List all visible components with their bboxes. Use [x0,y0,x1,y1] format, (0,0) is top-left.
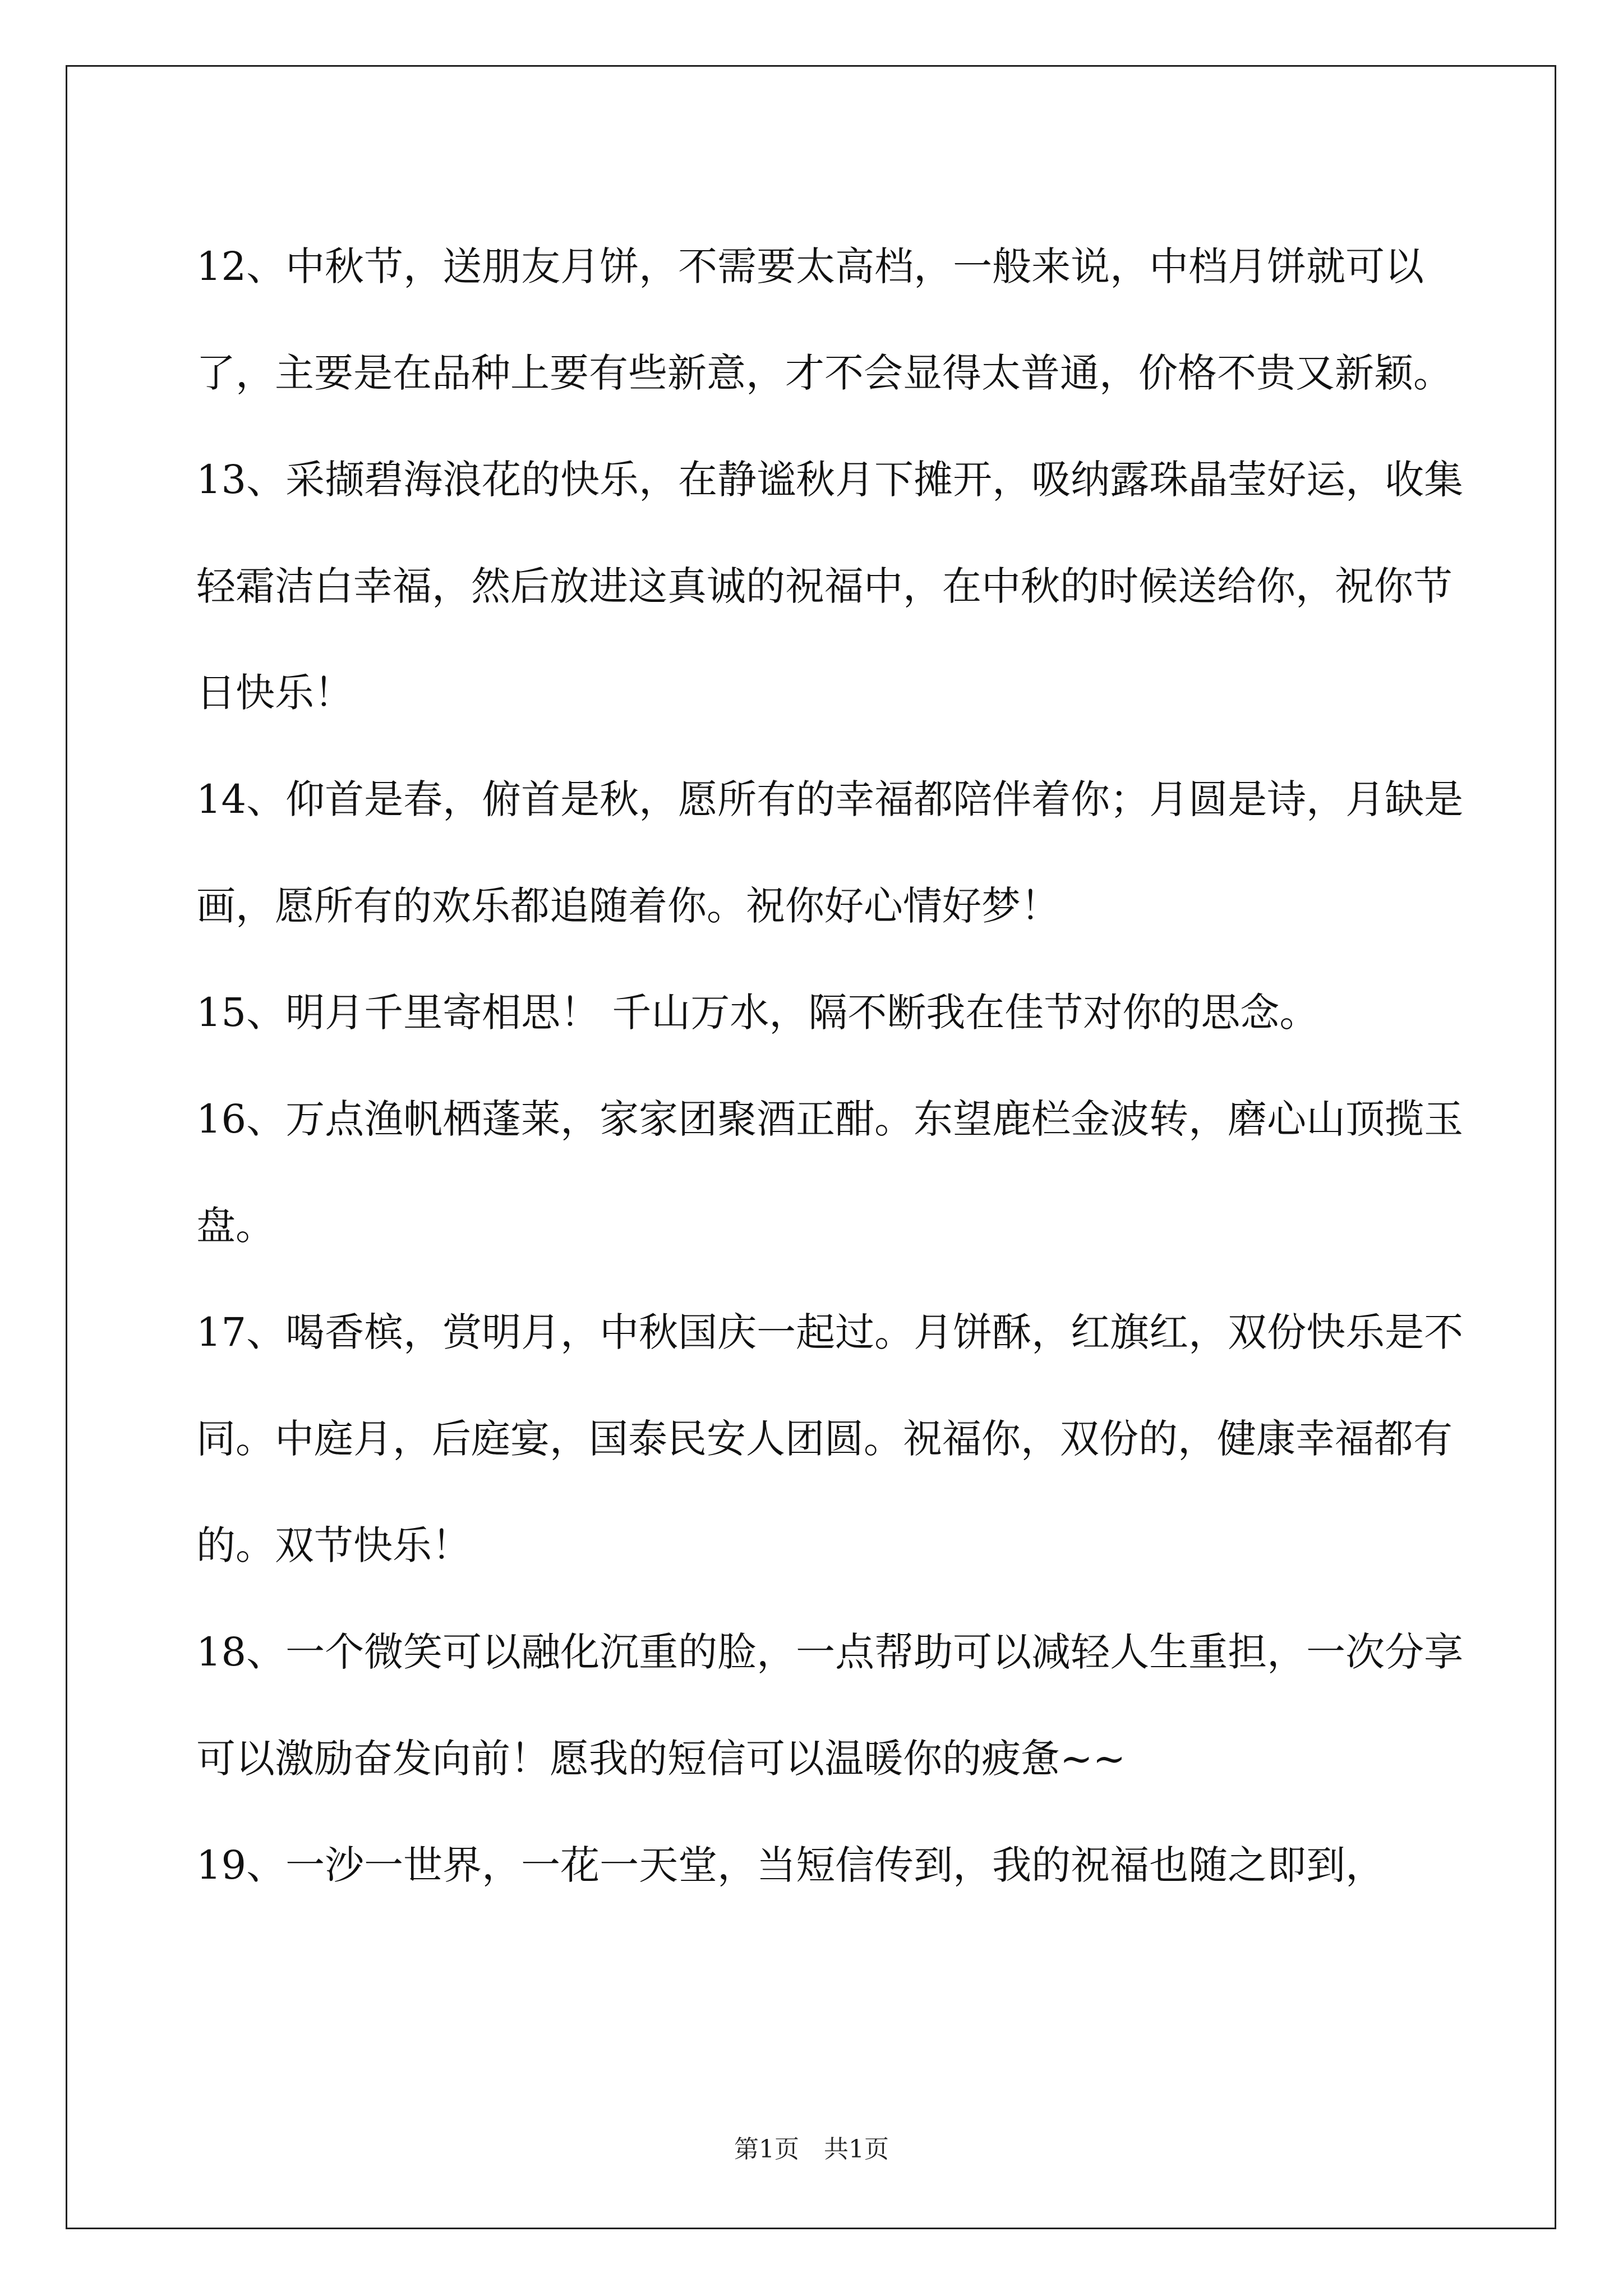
paragraph-17: 17、喝香槟，赏明月，中秋国庆一起过。月饼酥，红旗红，双份快乐是不同。中庭月，后庭宴，国泰民安人团圆。祝福你，双份的，健康幸福都有的。双节快乐！ [196,1309,1464,1568]
paragraph-15: 15、明月千里寄相思！ 千山万水，隔不断我在佳节对你的思念。 [196,990,1319,1036]
paragraph-13: 13、采撷碧海浪花的快乐，在静谧秋月下摊开，吸纳露珠晶莹好运，收集轻霜洁白幸福，然后放进这真诚的祝福中，在中秋的时候送给你，祝你节日快乐！ [196,457,1464,716]
page-number-footer: 第1页 共1页 [734,2135,889,2164]
paragraph-18: 18、一个微笑可以融化沉重的脸，一点帮助可以减轻人生重担，一次分享可以激励奋发向前！愿我的短信可以温暖你的疲惫~~ [196,1629,1464,1782]
paragraph-12: 12、中秋节，送朋友月饼，不需要太高档，一般来说，中档月饼就可以了，主要是在品种上要有些新意，才不会显得太普通，价格不贵又新颖。 [196,243,1453,396]
paragraph-16: 16、万点渔帆栖蓬莱，家家团聚酒正酣。东望鹿栏金波转，磨心山顶揽玉盘。 [196,1096,1464,1249]
paragraph-14: 14、仰首是春，俯首是秋，愿所有的幸福都陪伴着你；月圆是诗，月缺是画，愿所有的欢乐都追随着你。祝你好心情好梦！ [196,776,1464,929]
paragraph-19: 19、一沙一世界，一花一天堂，当短信传到，我的祝福也随之即到， [196,1842,1385,1888]
document-body [196,213,1481,1918]
